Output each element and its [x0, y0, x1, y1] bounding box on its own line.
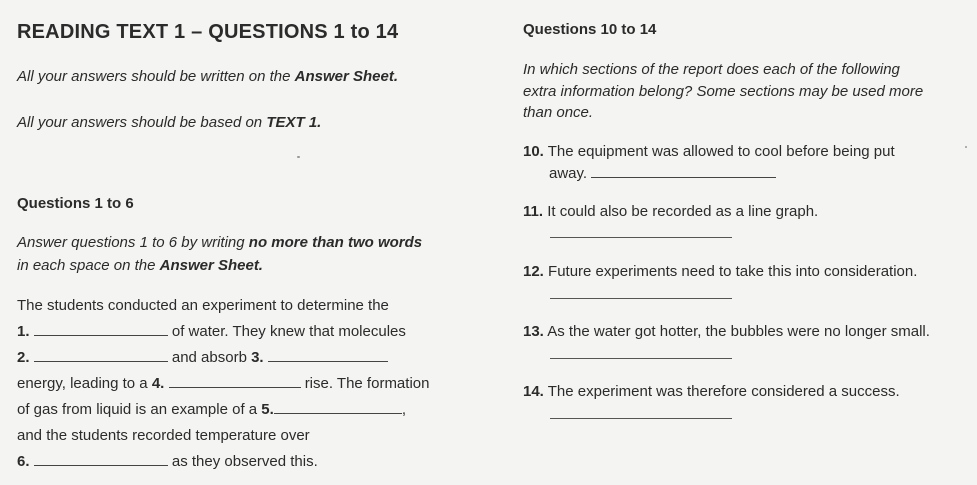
answer-blank-6	[34, 453, 168, 466]
instruction-two-words	[17, 234, 422, 251]
question-14	[523, 383, 900, 400]
blank-number-1: 1.	[17, 323, 30, 340]
question-13	[523, 323, 930, 340]
instruction-text: All your answers should be based on	[17, 114, 267, 131]
blank-number-5: 5.	[261, 401, 274, 418]
answer-blank-10	[591, 165, 776, 178]
passage-text: and absorb	[171, 349, 252, 366]
question-number: 10.	[523, 143, 544, 160]
passage-line-1: The students conducted an experiment to determine the	[17, 297, 389, 314]
blank-number-3: 3.	[251, 349, 264, 366]
question-number: 13.	[523, 323, 544, 340]
question-number: 14.	[523, 383, 544, 400]
blank-number-6: 6.	[17, 453, 30, 470]
question-text: The equipment was allowed to cool before being put	[547, 143, 895, 160]
question-11	[523, 203, 818, 220]
answer-line-11	[550, 237, 732, 238]
question-12	[523, 263, 917, 280]
passage-text: ,	[401, 401, 406, 418]
question-text: The experiment was therefore considered a success.	[547, 383, 900, 400]
instruction-emphasis: no more than two words	[248, 234, 423, 251]
answer-line-14	[550, 418, 732, 419]
passage-line-3	[17, 349, 388, 366]
instruction-emphasis: Answer Sheet.	[159, 257, 263, 274]
passage-text: rise. The formation	[304, 375, 430, 392]
right-instruction-3: than once.	[523, 104, 594, 121]
answer-blank-3	[268, 349, 388, 362]
question-number: 12.	[523, 263, 544, 280]
speck	[297, 156, 300, 158]
question-text: As the water got hotter, the bubbles were no longer small.	[547, 323, 930, 340]
answer-blank-1	[34, 323, 168, 336]
page-title: READING TEXT 1 – QUESTIONS 1 to 14	[17, 21, 399, 43]
answer-blank-4	[169, 375, 301, 388]
right-instruction-1: In which sections of the report does each of the following	[523, 61, 900, 78]
right-instruction-2: extra information belong? Some sections may be used more	[523, 83, 924, 100]
questions-1-6-heading: Questions 1 to 6	[17, 195, 134, 212]
passage-line-5	[17, 401, 406, 418]
instruction-text: in each space on the	[17, 257, 160, 274]
answer-line-12	[550, 298, 732, 299]
instruction-text: Answer questions 1 to 6 by writing	[17, 234, 249, 251]
passage-text: of water. They knew that molecules	[171, 323, 406, 340]
instruction-space	[17, 257, 263, 274]
question-text: Future experiments need to take this into consideration.	[548, 263, 918, 280]
instruction-emphasis: TEXT 1.	[266, 114, 322, 131]
instruction-text: All your answers should be written on the	[17, 68, 295, 85]
instruction-emphasis: Answer Sheet.	[294, 68, 399, 85]
passage-line-6: and the students recorded temperature over	[17, 427, 310, 444]
answer-blank-5	[274, 401, 402, 414]
answer-blank-2	[34, 349, 168, 362]
instruction-text-based	[17, 114, 321, 131]
question-text: away.	[549, 165, 588, 182]
question-10-continued	[549, 165, 776, 182]
instruction-answer-sheet	[17, 68, 398, 85]
speck	[965, 146, 967, 148]
questions-10-14-heading: Questions 10 to 14	[523, 21, 657, 38]
passage-text: as they observed this.	[171, 453, 318, 470]
question-text: It could also be recorded as a line graph.	[547, 203, 819, 220]
answer-line-13	[550, 358, 732, 359]
blank-number-2: 2.	[17, 349, 30, 366]
question-10	[523, 143, 895, 160]
passage-line-7	[17, 453, 318, 470]
passage-text: energy, leading to a	[17, 375, 152, 392]
blank-number-4: 4.	[151, 375, 165, 392]
passage-line-2	[17, 323, 406, 340]
passage-line-4	[17, 375, 429, 392]
question-number: 11.	[523, 203, 544, 220]
passage-text: of gas from liquid is an example of a	[17, 401, 262, 418]
